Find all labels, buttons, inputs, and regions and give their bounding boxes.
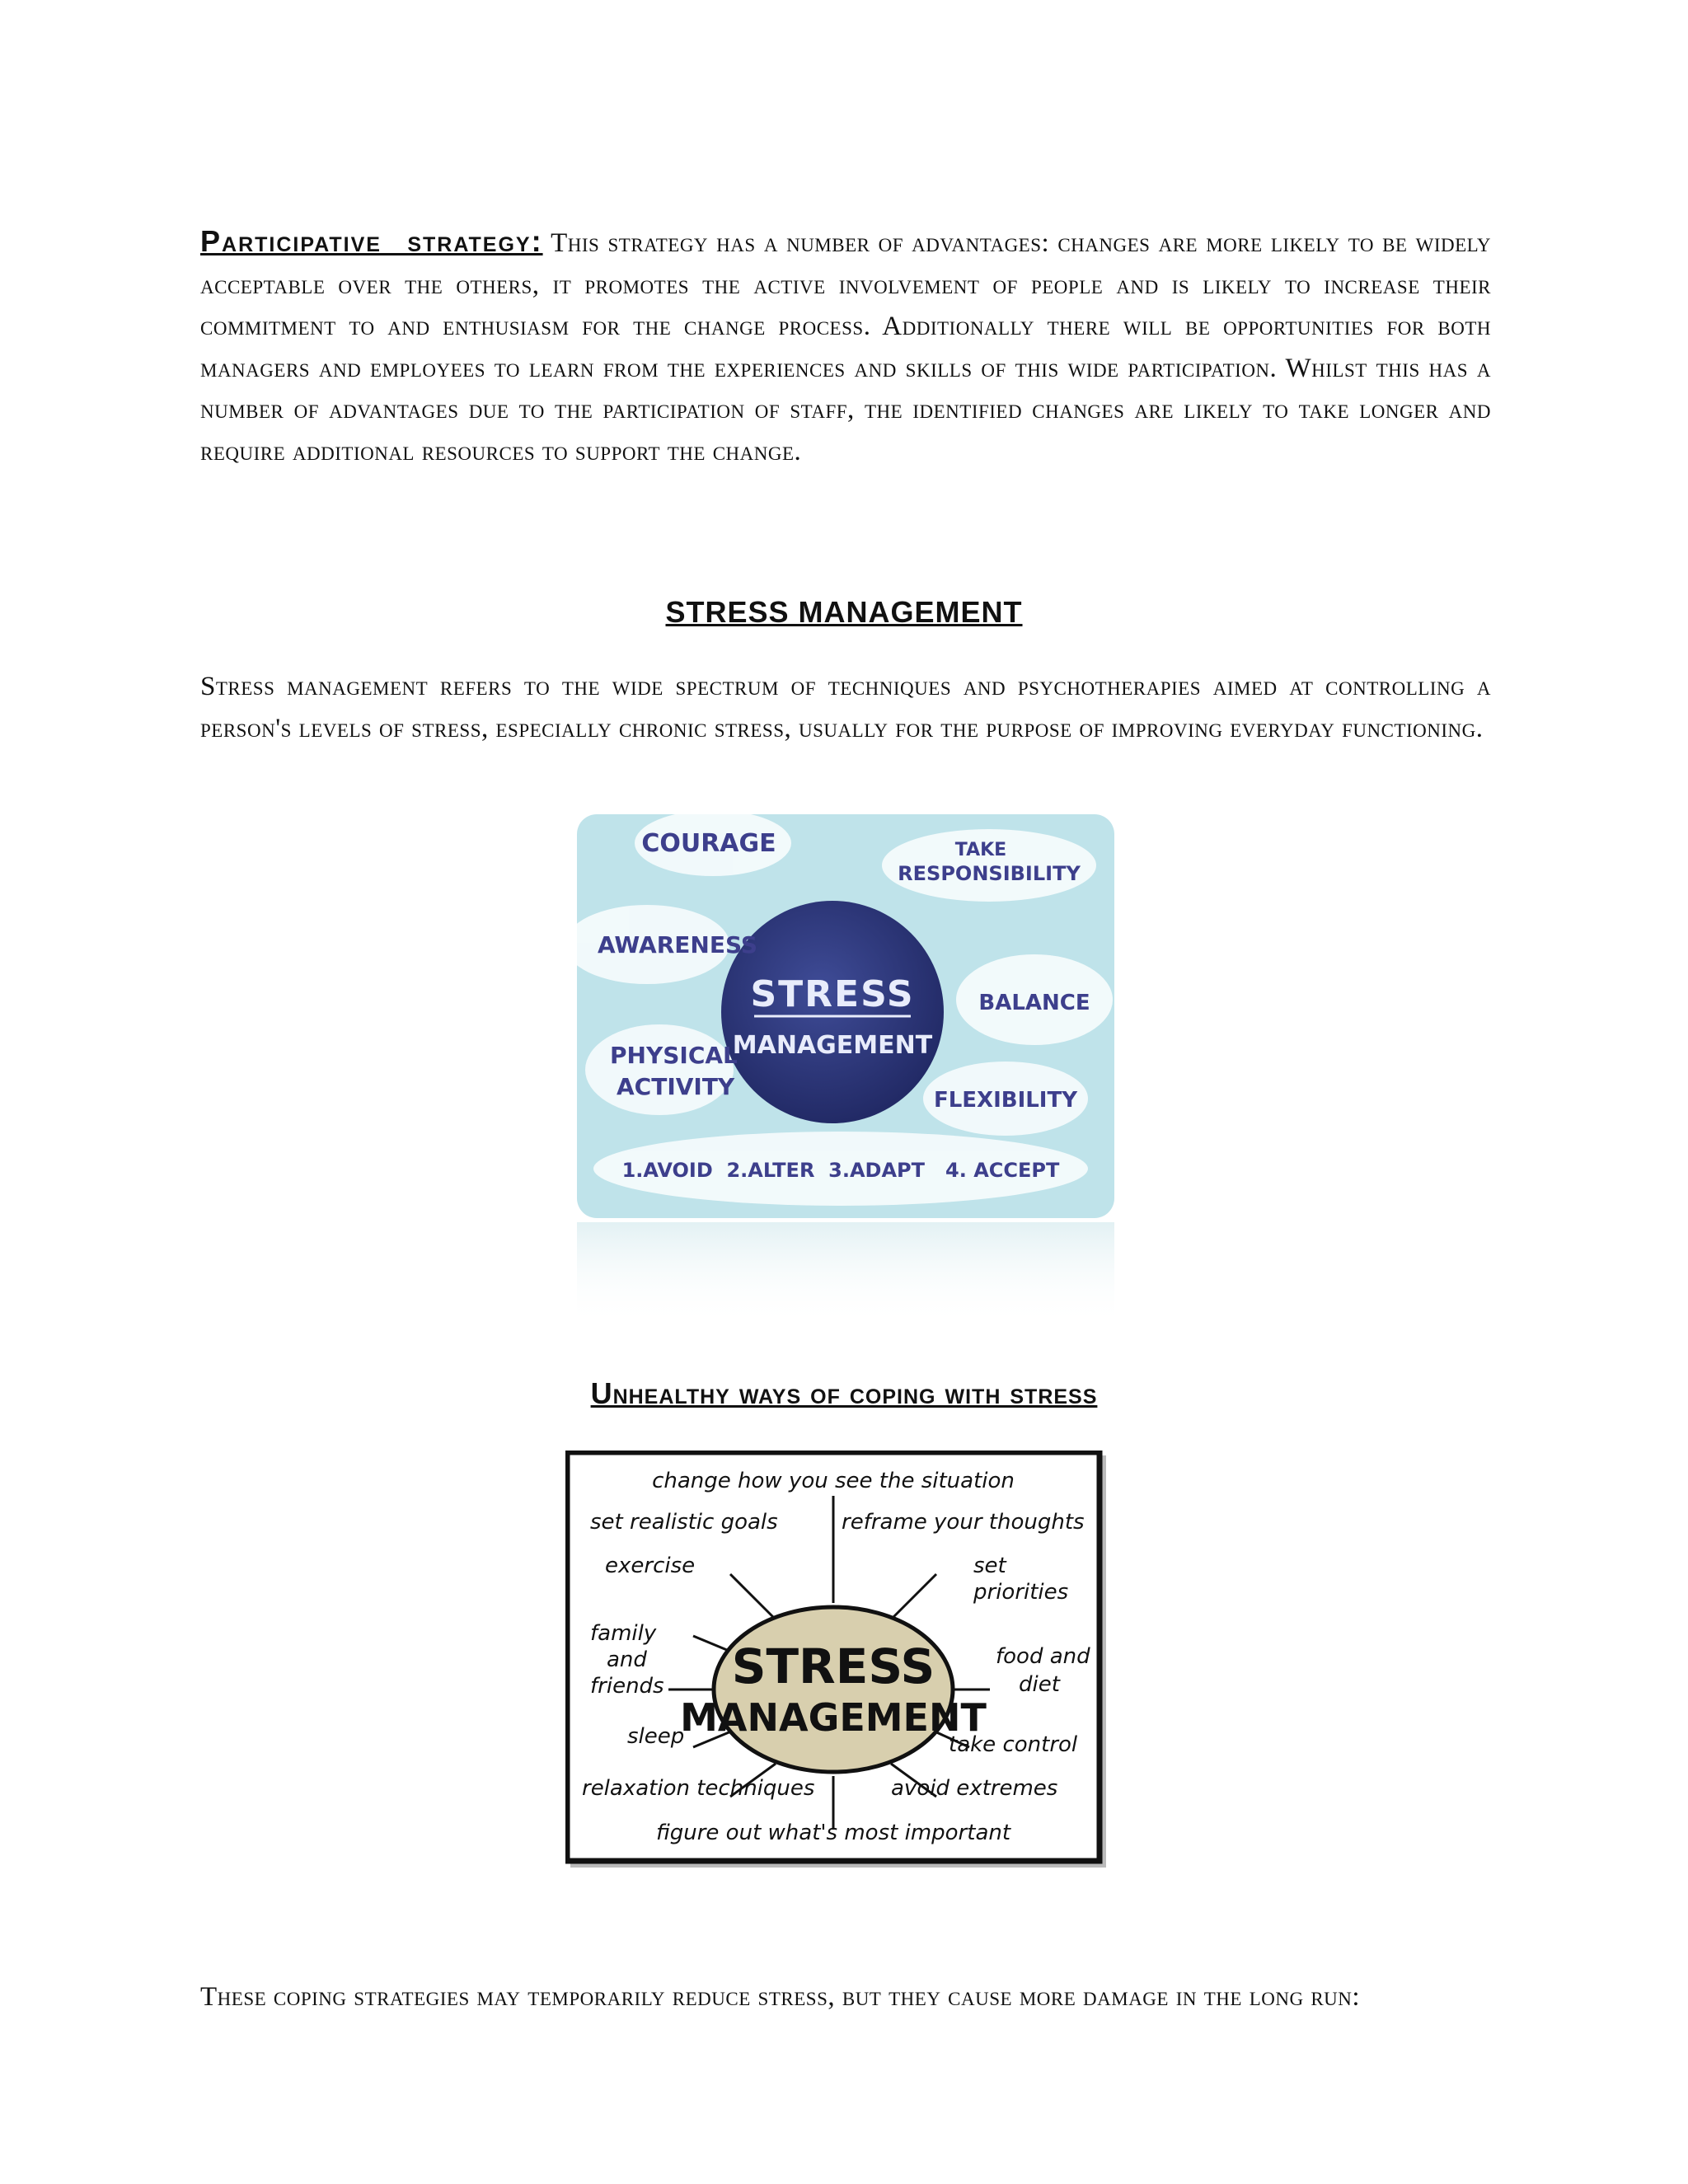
image2-set: set <box>973 1554 1006 1578</box>
image2-set-goals: set realistic goals <box>590 1510 778 1535</box>
image2-and: and <box>607 1647 647 1672</box>
image2-friends: friends <box>590 1674 664 1699</box>
image1-balance: BALANCE <box>978 991 1090 1015</box>
image1-courage: COURAGE <box>641 829 776 858</box>
participative-text: This strategy has a number of advantages: changes are more likely to be widely acceptable over the others, it promotes the active involvement of people and is likely to increase their commitment to and enthusiasm for the change process. Additionally there will be opportunities for both managers and employees to learn from the experiences and skills of this wide participation. Whilst this has a number of advantages due to the participation of staff, the identified changes are likely to take longer and require additional resources to support the change. <box>200 228 1491 466</box>
image1-center-line1: STRESS <box>750 973 915 1015</box>
image2-center-line1: STRESS <box>731 1638 935 1694</box>
image1-activity: ACTIVITY <box>617 1073 735 1100</box>
image2-reframe: reframe your thoughts <box>842 1510 1085 1535</box>
image1-awareness: AWARENESS <box>598 931 758 958</box>
image2-relaxation: relaxation techniques <box>582 1776 815 1801</box>
image2-take-control: take control <box>949 1732 1078 1757</box>
image2-priorities: priorities <box>973 1580 1069 1605</box>
image1-reflection <box>577 1222 1114 1325</box>
image1-steps: 1.AVOID 2.ALTER 3.ADAPT 4. ACCEPT <box>621 1159 1060 1182</box>
image2-food: food and <box>996 1644 1090 1669</box>
image1-flexibility: FLEXIBILITY <box>933 1088 1078 1113</box>
participative-paragraph <box>200 221 1491 472</box>
image2-top: change how you see the situation <box>652 1469 1015 1493</box>
unhealthy-heading: Unhealthy ways of coping with stress <box>590 1376 1098 1410</box>
stress-management-watercolor-image <box>577 814 1114 1325</box>
image1-center-line2: MANAGEMENT <box>732 1031 933 1060</box>
image2-center-line2: MANAGEMENT <box>680 1695 987 1740</box>
image1-physical: PHYSICAL <box>610 1042 738 1069</box>
image2-diet: diet <box>1019 1672 1060 1697</box>
participative-lead: Participative strategy: <box>200 224 543 258</box>
image2-figure: figure out what's most important <box>655 1821 1011 1845</box>
image2-exercise: exercise <box>605 1554 696 1578</box>
image2-family: family <box>590 1621 657 1646</box>
image1-responsibility: RESPONSIBILITY <box>898 862 1081 885</box>
image2-avoid: avoid extremes <box>891 1776 1058 1801</box>
stress-management-mindmap-image <box>565 1451 1111 1872</box>
stress-management-paragraph: Stress management refers to the wide spectrum of techniques and psychotherapies aimed at controlling a person's levels of stress, especially chronic stress, usually for the purpose of improving everyday functioning. <box>200 672 1491 743</box>
image1-take: TAKE <box>954 840 1007 860</box>
image2-sleep: sleep <box>627 1724 685 1749</box>
coping-paragraph: These coping strategies may temporarily reduce stress, but they cause more damage in the long run: <box>200 1982 1361 2012</box>
stress-management-heading: STRESS MANAGEMENT <box>665 595 1023 629</box>
